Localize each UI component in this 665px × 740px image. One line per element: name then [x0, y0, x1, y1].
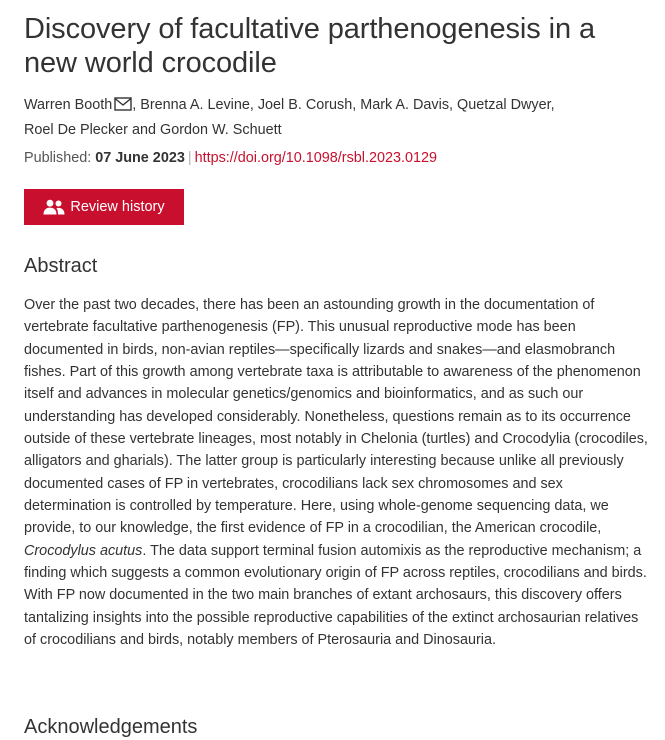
- author-separator: ,: [550, 97, 555, 113]
- author-separator: ,: [249, 97, 258, 113]
- author-link[interactable]: Brenna A. Levine: [140, 97, 250, 113]
- author-link[interactable]: Quetzal Dwyer: [457, 97, 551, 113]
- review-history-button[interactable]: [24, 189, 184, 225]
- review-history-label: Review history: [70, 199, 165, 215]
- envelope-icon[interactable]: [114, 96, 132, 119]
- author-link[interactable]: Gordon W. Schuett: [160, 121, 282, 138]
- author-separator: ,: [132, 97, 141, 113]
- author-link[interactable]: Roel De Plecker: [24, 121, 128, 138]
- published-label: Published:: [24, 150, 92, 166]
- article-title: Discovery of facultative parthenogenesis in a new world crocodile: [24, 13, 595, 79]
- author-link[interactable]: Mark A. Davis: [360, 97, 450, 113]
- doi-link[interactable]: https://doi.org/10.1098/rsbl.2023.0129: [194, 150, 437, 166]
- author-separator: ,: [449, 97, 458, 113]
- publication-info: [24, 147, 644, 169]
- author-list: [24, 94, 644, 141]
- abstract-heading: Abstract: [24, 255, 98, 277]
- author-link[interactable]: Warren Booth: [24, 97, 113, 113]
- divider: |: [187, 150, 192, 166]
- abstract-body: [24, 294, 648, 652]
- abstract-text-part: Over the past two decades, there has been an astounding growth in the documentation of vertebrate facultative parthenogenesis (FP). This unusual reproductive mode has been documented in birds, non-avian reptiles—specifically lizards and snakes—and elasmobranch fishes. Part of this growth among vertebrate taxa is attributable to awareness of the phenomenon itself and advances in molecular genetics/genomics and bioinformatics, and as such our understanding has developed considerably. Nonetheless, questions remain as to its occurrence outside of these vertebrate lineages, most notably in Chelonia (turtles) and Crocodylia (crocodiles, alligators and gharials). The latter group is particularly interesting because unlike all previously documented cases of FP in vertebrates, crocodilians lack sex chromosomes and sex determination is controlled by temperature. Here, using whole-genome sequencing data, we provide, to our knowledge, the first evidence of FP in a crocodilian, the American crocodile,: [24, 297, 648, 537]
- abstract-text-part: . The data support terminal fusion automixis as the reproductive mechanism; a finding which suggests a common evolutionary origin of FP across reptiles, crocodilians and birds. With FP now documented in the two main branches of extant archosaurs, this discovery offers tantalizing insights into the possible reproductive capabilities of the extinct archosaurian relatives of crocodilians and birds, notably members of Pterosauria and Dinosauria.: [24, 542, 647, 649]
- acknowledgements-heading: Acknowledgements: [24, 716, 198, 738]
- users-icon: [43, 199, 65, 215]
- author-separator: ,: [352, 97, 361, 113]
- author-link[interactable]: Joel B. Corush: [257, 97, 353, 113]
- species-name: Crocodylus acutus: [24, 542, 143, 559]
- published-date: 07 June 2023: [95, 150, 185, 166]
- author-separator: and: [127, 121, 160, 138]
